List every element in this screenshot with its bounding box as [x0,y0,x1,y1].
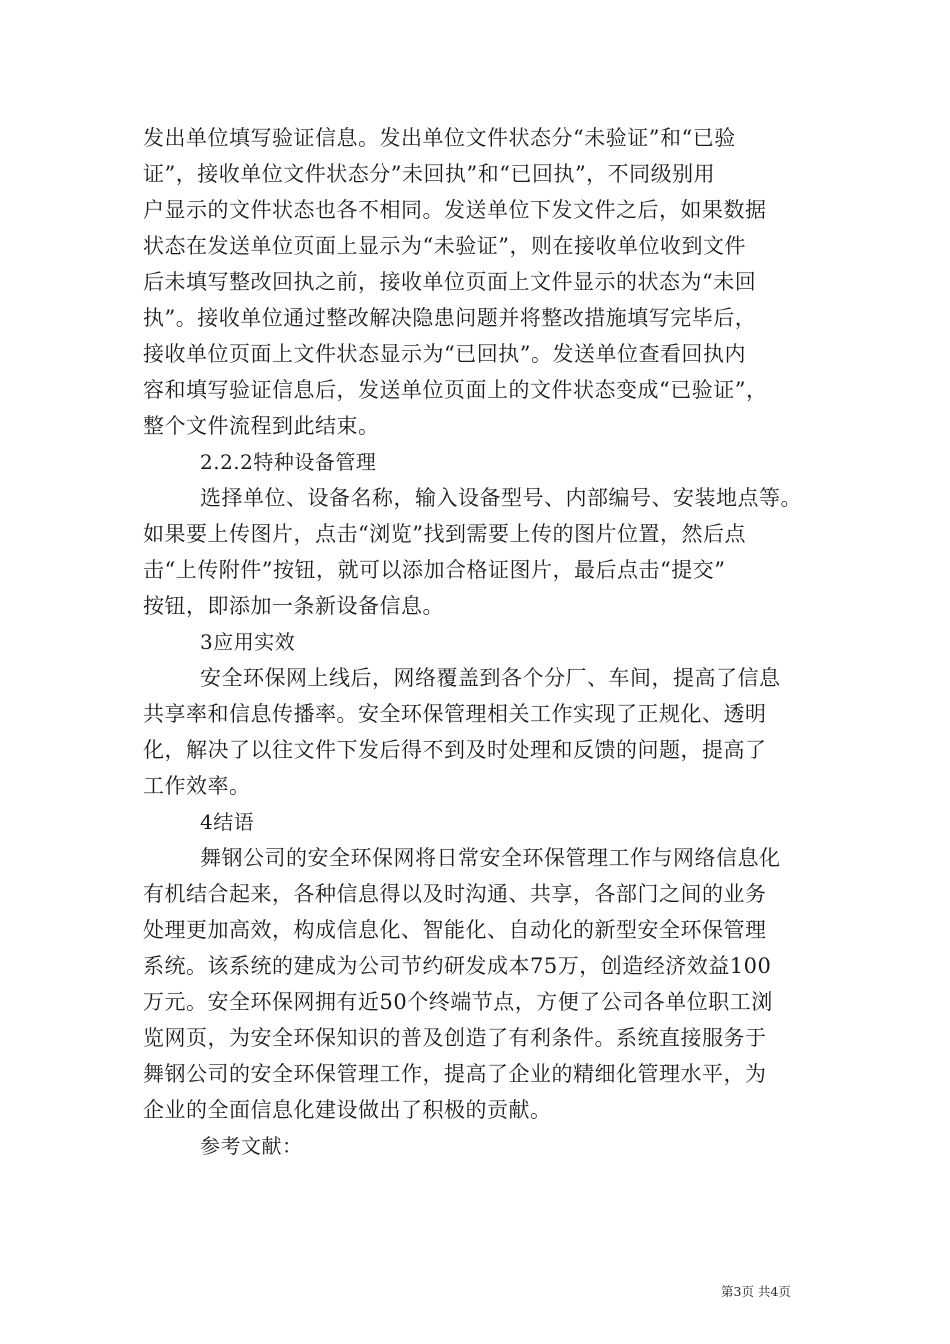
text-line: 证”，接收单位文件状态分”未回执”和“已回执”，不同级别用 [143,162,716,186]
text-line: 化，解决了以往文件下发后得不到及时处理和反馈的问题，提高了 [143,738,767,762]
text-line: 有机结合起来，各种信息得以及时沟通、共享，各部门之间的业务 [143,882,767,906]
text-line: 整个文件流程到此结束。 [143,414,380,438]
section-heading: 4结语 [200,810,255,834]
text-line: 系统。该系统的建成为公司节约研发成本75万，创造经济效益100 [143,954,772,978]
section-heading: 2.2.2特种设备管理 [200,450,377,474]
text-line: 万元。安全环保网拥有近50个终端节点，方便了公司各单位职工浏 [143,990,773,1014]
text-line: 览网页，为安全环保知识的普及创造了有利条件。系统直接服务于 [143,1026,767,1050]
text-line: 企业的全面信息化建设做出了积极的贡献。 [143,1098,552,1122]
text-line: 执”。接收单位通过整改解决隐患问题并将整改措施填写完毕后， [143,306,757,330]
text-line: 发出单位填写验证信息。发出单位文件状态分“未验证”和“已验 [143,126,736,150]
references-heading: 参考文献： [200,1134,303,1158]
text-line: 如果要上传图片，点击“浏览”找到需要上传的图片位置，然后点 [143,522,746,546]
text-line: 工作效率。 [143,774,251,798]
text-line: 选择单位、设备名称，输入设备型号、内部编号、安装地点等。 [200,486,802,510]
section-heading: 3应用实效 [200,630,296,654]
text-line: 共享率和信息传播率。安全环保管理相关工作实现了正规化、透明 [143,702,767,726]
text-line: 击“上传附件”按钮，就可以添加合格证图片，最后点击“提交” [143,558,726,582]
text-line: 按钮，即添加一条新设备信息。 [143,594,444,618]
text-line: 容和填写验证信息后，发送单位页面上的文件状态变成“已验证”， [143,378,768,402]
page-number: 第3页 共4页 [721,1284,791,1299]
text-line: 状态在发送单位页面上显示为“未验证”，则在接收单位收到文件 [143,234,746,258]
text-line: 户显示的文件状态也各不相同。发送单位下发文件之后，如果数据 [143,198,767,222]
text-line: 处理更加高效，构成信息化、智能化、自动化的新型安全环保管理 [143,918,767,942]
text-line: 舞钢公司的安全环保管理工作，提高了企业的精细化管理水平，为 [143,1062,767,1086]
text-line: 后未填写整改回执之前，接收单位页面上文件显示的状态为“未回 [143,270,757,294]
text-line: 安全环保网上线后，网络覆盖到各个分厂、车间，提高了信息 [200,666,781,690]
text-line: 舞钢公司的安全环保网将日常安全环保管理工作与网络信息化 [200,846,781,870]
text-line: 接收单位页面上文件状态显示为“已回执”。发送单位查看回执内 [143,342,746,366]
